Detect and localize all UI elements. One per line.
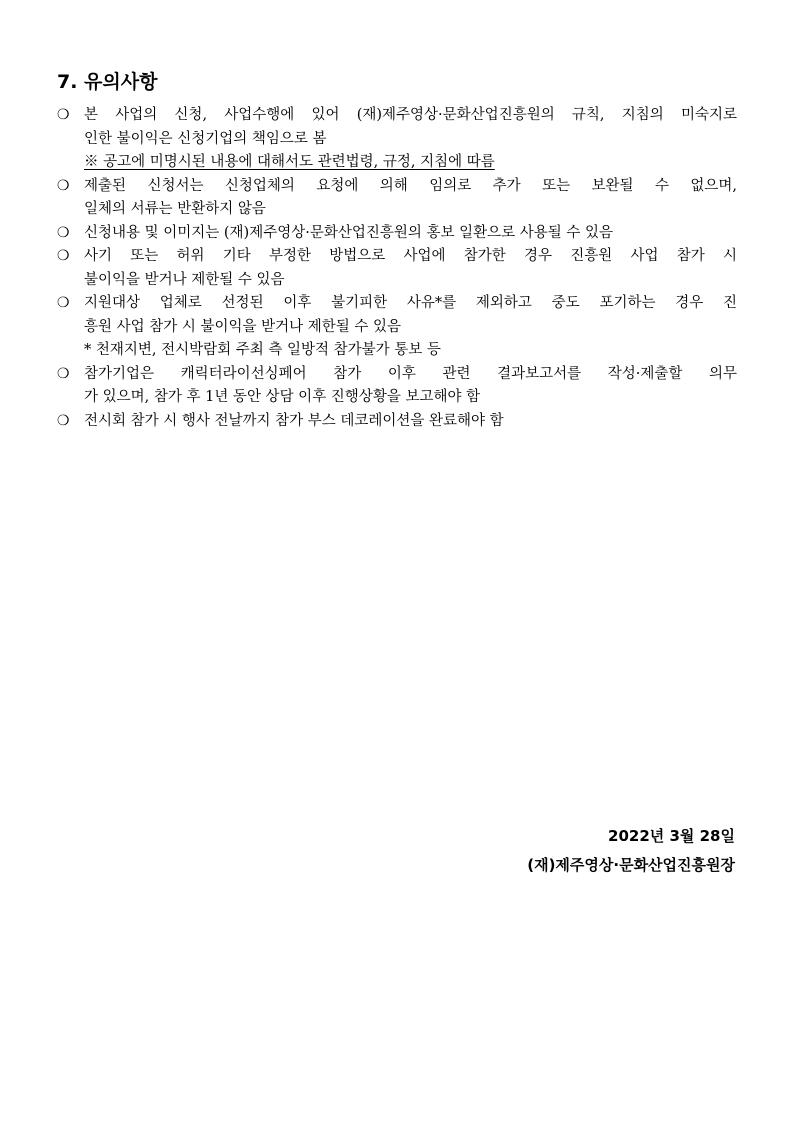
note-line xyxy=(57,198,737,222)
section-title: 7. 유의사항 xyxy=(57,71,158,93)
note-subnote-text: ※ 공고에 미명시된 내용에 대해서도 관련법령, 규정, 지침에 따름 xyxy=(84,154,495,170)
signature-block xyxy=(527,822,735,880)
issue-date: 2022년 3월 28일 xyxy=(608,827,735,845)
note-line: 참가기업은 캐릭터라이선싱페어 참가 이후 관련 결과보고서를 작성·제출할 의무 xyxy=(84,365,737,382)
circle-bullet-icon: ❍ xyxy=(57,412,70,429)
note-line xyxy=(57,128,737,152)
note-line: 사기 또는 허위 기타 부정한 방법으로 사업에 참가한 경우 진흥원 사업 참가 시 xyxy=(84,248,737,264)
note-line: 신청내용 및 이미지는 (재)제주영상·문화산업진흥원의 홍보 일환으로 사용될 수 있음 xyxy=(84,224,614,241)
circle-bullet-icon: ❍ xyxy=(57,107,70,123)
list-item xyxy=(57,175,737,199)
list-item xyxy=(57,292,737,316)
note-line-text: 인한 불이익은 신청기업의 책임으로 봄 xyxy=(84,130,327,147)
circle-bullet-icon: ❍ xyxy=(57,177,70,194)
note-line: 전시회 참가 시 행사 전날까지 참가 부스 데코레이션을 완료해야 함 xyxy=(84,412,504,429)
note-line-text: 가 있으며, 참가 후 1년 동안 상담 이후 진행상황을 보고해야 함 xyxy=(84,389,481,405)
note-line: 본 사업의 신청, 사업수행에 있어 (재)제주영상·문화산업진흥원의 규칙, 지침의 미숙지로 xyxy=(84,107,737,123)
list-item xyxy=(57,245,737,269)
circle-bullet-icon: ❍ xyxy=(57,365,70,382)
issuing-organization: (재)제주영상·문화산업진흥원장 xyxy=(527,856,735,874)
circle-bullet-icon: ❍ xyxy=(57,248,70,264)
note-subnote xyxy=(57,339,737,363)
note-line: 지원대상 업체로 선정된 이후 불기피한 사유*를 제외하고 중도 포기하는 경우 진 xyxy=(84,295,737,311)
note-line-text: 불이익을 받거나 제한될 수 있음 xyxy=(84,271,285,288)
note-subnote xyxy=(57,151,737,175)
list-item xyxy=(57,410,737,434)
note-subnote-text: * 천재지변, 전시박람회 주최 측 일방적 참가불가 통보 등 xyxy=(84,342,441,358)
note-line-text: 흥원 사업 참가 시 불이익을 받거나 제한될 수 있음 xyxy=(84,318,402,335)
notes-list xyxy=(57,104,737,433)
note-line xyxy=(57,316,737,340)
circle-bullet-icon: ❍ xyxy=(57,295,70,311)
note-line: 제출된 신청서는 신청업체의 요청에 의해 임의로 추가 또는 보완될 수 없으며, xyxy=(84,177,737,194)
note-line xyxy=(57,269,737,293)
list-item xyxy=(57,363,737,387)
list-item xyxy=(57,104,737,128)
list-item xyxy=(57,222,737,246)
circle-bullet-icon: ❍ xyxy=(57,224,70,241)
note-line-text: 일체의 서류는 반환하지 않음 xyxy=(84,201,266,217)
note-line xyxy=(57,386,737,410)
